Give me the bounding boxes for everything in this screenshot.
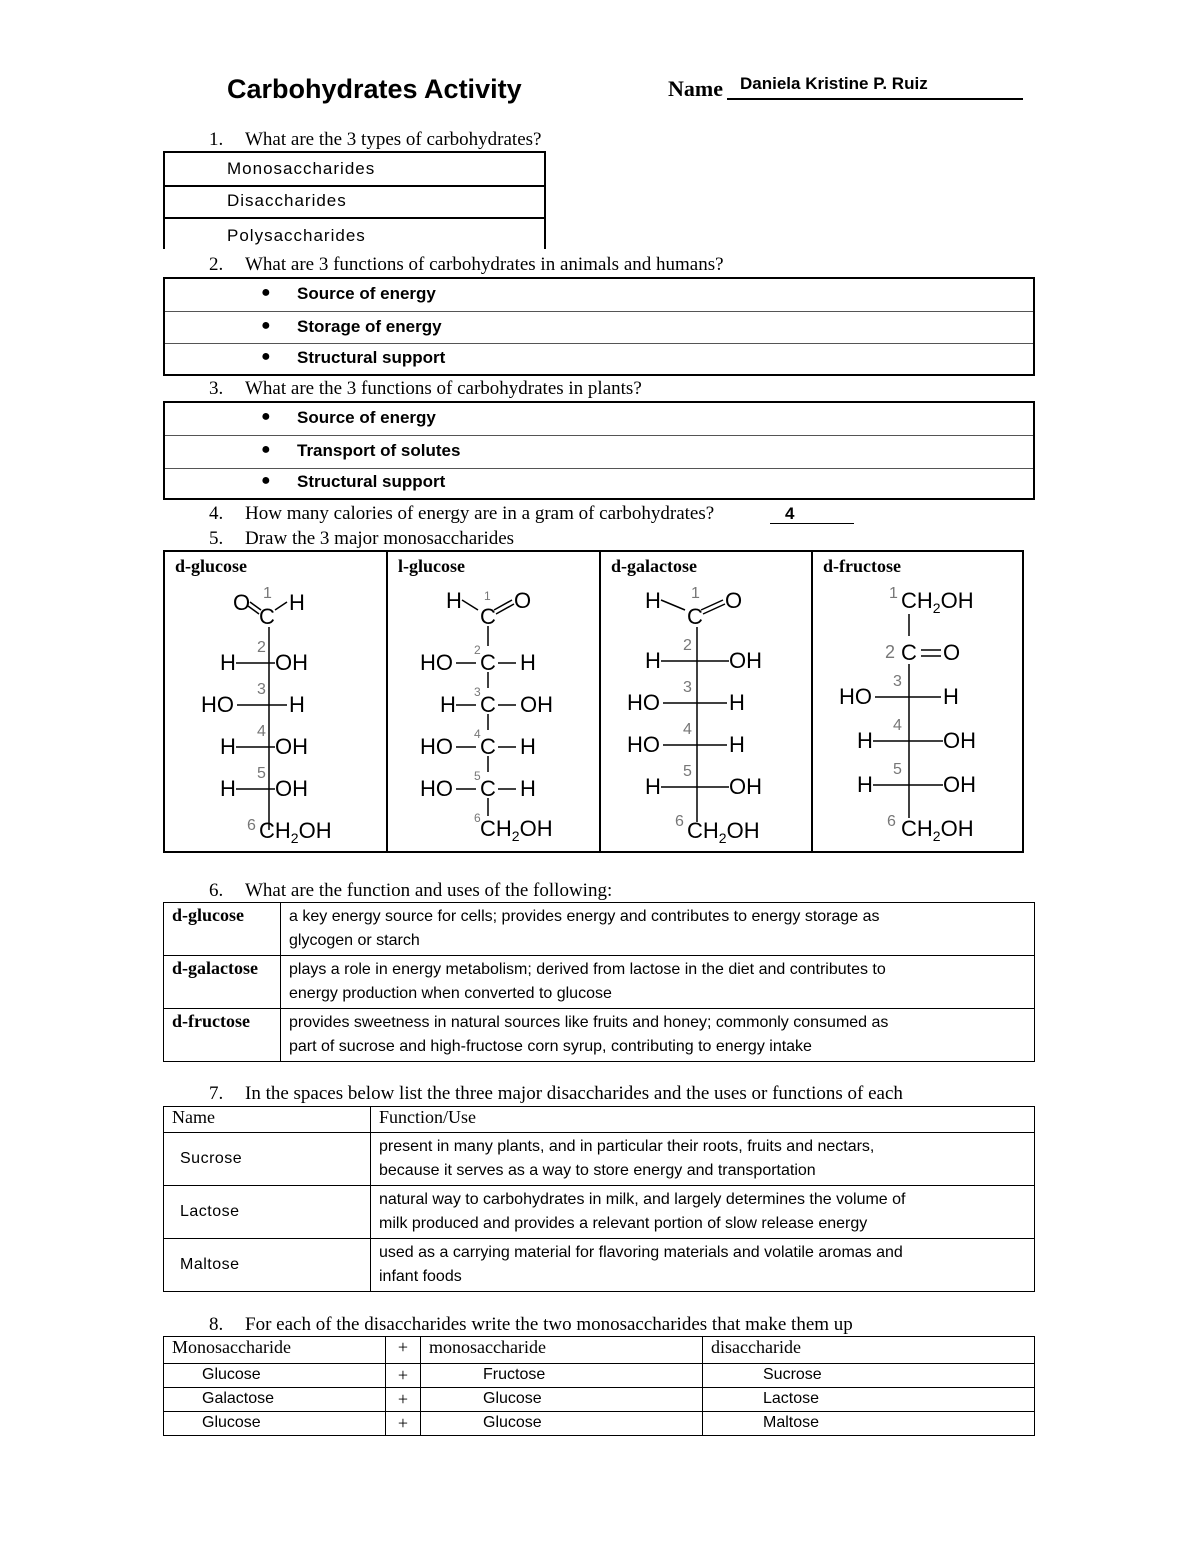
svg-text:OH: OH	[520, 692, 553, 717]
column-header: monosaccharide	[421, 1337, 703, 1364]
cell-line: a key energy source for cells; provides energy and contributes to energy storage as	[289, 908, 880, 925]
question-text: In the spaces below list the three major disaccharides and the uses or functions of each	[245, 1083, 903, 1104]
structure-cell-d-galactose	[601, 552, 813, 851]
svg-text:C: C	[480, 734, 496, 759]
table-row	[164, 1364, 1035, 1388]
table-cell[interactable]: Glucose	[164, 1412, 386, 1436]
svg-text:H: H	[520, 776, 536, 801]
table-cell[interactable]: Sucrose	[164, 1133, 371, 1186]
cell-line: used as a carrying material for flavoring materials and volatile aromas and	[379, 1244, 903, 1261]
svg-text:CH2OH: $CH_2OH$	[480, 816, 553, 844]
table-cell: +	[386, 1412, 421, 1436]
svg-text:6: 6	[887, 813, 896, 830]
d-glucose-structure	[165, 582, 388, 852]
bullet-icon: ●	[261, 284, 271, 301]
bullet-icon: ●	[261, 408, 271, 425]
answer-text: Structural support	[297, 348, 446, 367]
answer-q4[interactable]: 4	[785, 504, 795, 523]
table-row	[164, 1239, 1035, 1292]
svg-text:1: 1	[484, 589, 491, 603]
answer-box-q3	[163, 401, 1035, 500]
svg-text:HO: HO	[627, 690, 660, 715]
question-number: 3.	[209, 378, 224, 399]
svg-text:4: 4	[683, 721, 692, 738]
svg-text:H: H	[520, 650, 536, 675]
table-cell[interactable]	[281, 903, 1035, 956]
svg-text:O: O	[725, 588, 743, 613]
svg-text:H: H	[645, 648, 661, 673]
answer-row[interactable]	[165, 436, 1033, 469]
name-line	[727, 98, 1023, 100]
table-row	[164, 903, 1035, 956]
answer-text: Source of energy	[297, 284, 436, 303]
column-header: +	[386, 1337, 421, 1364]
cell-line: part of sucrose and high-fructose corn syrup, contributing to energy intake	[289, 1038, 812, 1055]
svg-text:OH: OH	[729, 648, 762, 673]
structure-label: d-galactose	[611, 556, 697, 576]
question-7	[209, 1083, 903, 1105]
table-row	[164, 1388, 1035, 1412]
svg-text:2: 2	[683, 637, 692, 654]
svg-text:5: 5	[474, 769, 481, 783]
question-5	[209, 528, 514, 550]
question-8	[209, 1314, 853, 1336]
structure-label: d-glucose	[175, 556, 247, 576]
svg-text:C: C	[259, 604, 275, 629]
cell-line: natural way to carbohydrates in milk, and largely determines the volume of	[379, 1191, 906, 1208]
question-number: 4.	[209, 503, 224, 524]
svg-text:5: 5	[893, 761, 902, 778]
question-4	[209, 503, 714, 525]
svg-text:H: H	[220, 734, 236, 759]
table-row	[164, 1009, 1035, 1062]
svg-text:HO: HO	[420, 650, 453, 675]
svg-text:C: C	[480, 776, 496, 801]
table-header-row	[164, 1107, 1035, 1133]
svg-text:OH: OH	[943, 728, 976, 753]
question-number: 5.	[209, 528, 224, 549]
bullet-icon: ●	[261, 348, 271, 365]
structure-cell-d-fructose	[813, 552, 1022, 851]
question-2	[209, 254, 724, 276]
svg-text:H: H	[729, 690, 745, 715]
l-glucose-structure	[388, 582, 601, 852]
question-text: What are the 3 functions of carbohydrates in plants?	[245, 378, 642, 399]
svg-text:O: O	[943, 640, 961, 665]
table-cell[interactable]	[371, 1239, 1035, 1292]
svg-text:1: 1	[263, 585, 272, 602]
svg-text:CH2OH: $CH_2OH$	[259, 818, 332, 846]
svg-text:H: H	[220, 650, 236, 675]
svg-text:1: 1	[691, 585, 700, 602]
svg-text:OH: OH	[729, 774, 762, 799]
svg-text:H: H	[645, 588, 661, 613]
structure-label: d-fructose	[823, 556, 901, 576]
table-cell[interactable]	[371, 1133, 1035, 1186]
svg-text:HO: HO	[839, 684, 872, 709]
answer-row[interactable]	[165, 279, 1033, 312]
svg-text:H: H	[520, 734, 536, 759]
answer-text: Polysaccharides	[227, 226, 366, 245]
answer-row[interactable]	[165, 469, 1033, 498]
svg-text:H: H	[857, 772, 873, 797]
table-cell[interactable]: Glucose	[164, 1364, 386, 1388]
svg-text:1: 1	[889, 585, 898, 602]
question-text: For each of the disaccharides write the two monosaccharides that make them up	[245, 1314, 853, 1335]
answer-row[interactable]	[165, 344, 1033, 374]
question-text: How many calories of energy are in a gram of carbohydrates?	[245, 503, 715, 524]
table-cell[interactable]	[281, 1009, 1035, 1062]
question-text: What are 3 functions of carbohydrates in animals and humans?	[245, 254, 724, 275]
table-row	[164, 1133, 1035, 1186]
question-6	[209, 880, 612, 902]
answer-row[interactable]	[165, 219, 544, 251]
question-number: 1.	[209, 129, 224, 150]
cell-line: glycogen or starch	[289, 932, 420, 949]
table-cell[interactable]: Glucose	[421, 1412, 703, 1436]
table-cell: d-glucose	[164, 903, 281, 956]
table-cell[interactable]: Maltose	[164, 1239, 371, 1292]
table-cell[interactable]: Lactose	[164, 1186, 371, 1239]
svg-text:H: H	[289, 692, 305, 717]
question-3	[209, 378, 642, 400]
table-cell[interactable]: Fructose	[421, 1364, 703, 1388]
cell-line: because it serves as a way to store energy and transportation	[379, 1162, 816, 1179]
svg-text:6: 6	[247, 817, 256, 834]
table-cell[interactable]: Maltose	[703, 1412, 1035, 1436]
question-number: 7.	[209, 1083, 224, 1104]
svg-text:OH: OH	[943, 772, 976, 797]
question-text: What are the 3 types of carbohydrates?	[245, 129, 542, 150]
svg-text:O: O	[233, 590, 251, 615]
page-title: Carbohydrates Activity	[227, 74, 522, 104]
svg-text:HO: HO	[627, 732, 660, 757]
table-cell[interactable]: Galactose	[164, 1388, 386, 1412]
table-row	[164, 956, 1035, 1009]
svg-text:3: 3	[257, 681, 266, 698]
name-value[interactable]: Daniela Kristine P. Ruiz	[740, 74, 928, 93]
svg-text:OH: OH	[275, 776, 308, 801]
column-header: disaccharide	[703, 1337, 1035, 1364]
answer-row[interactable]	[165, 403, 1033, 436]
question-number: 8.	[209, 1314, 224, 1335]
svg-text:C: C	[901, 640, 917, 665]
cell-line: energy production when converted to glucose	[289, 985, 612, 1002]
disaccharide-table	[163, 1106, 1035, 1292]
svg-text:H: H	[729, 732, 745, 757]
answer-text: Storage of energy	[297, 317, 442, 336]
svg-text:H: H	[645, 774, 661, 799]
table-cell[interactable]	[371, 1186, 1035, 1239]
cell-line: infant foods	[379, 1268, 462, 1285]
svg-text:6: 6	[675, 813, 684, 830]
structure-cell-d-glucose	[165, 552, 388, 851]
svg-text:H: H	[440, 692, 456, 717]
svg-text:2: 2	[885, 642, 896, 662]
svg-text:4: 4	[474, 727, 481, 741]
answer-box-q1	[163, 151, 546, 249]
svg-text:CH2OH: $CH_2OH$	[901, 588, 974, 616]
answer-text: Transport of solutes	[297, 441, 461, 460]
bullet-icon: ●	[261, 441, 271, 458]
question-number: 6.	[209, 880, 224, 901]
svg-text:HO: HO	[201, 692, 234, 717]
composition-table	[163, 1336, 1035, 1436]
question-number: 2.	[209, 254, 224, 275]
svg-text:H: H	[857, 728, 873, 753]
answer-text: Disaccharides	[227, 191, 347, 210]
svg-text:H: H	[220, 776, 236, 801]
svg-text:HO: HO	[420, 776, 453, 801]
question-text: Draw the 3 major monosaccharides	[245, 528, 515, 549]
svg-text:OH: OH	[275, 734, 308, 759]
svg-text:5: 5	[257, 765, 266, 782]
svg-text:C: C	[687, 604, 703, 629]
svg-text:C: C	[480, 650, 496, 675]
answer-box-q2	[163, 277, 1035, 376]
bullet-icon: ●	[261, 472, 271, 489]
svg-text:C: C	[480, 604, 496, 629]
svg-text:4: 4	[257, 723, 266, 740]
answer-row[interactable]	[165, 153, 544, 187]
column-header: Monosaccharide	[164, 1337, 386, 1364]
column-header: Name	[164, 1107, 371, 1133]
answer-text: Monosaccharides	[227, 159, 376, 178]
answer-row[interactable]	[165, 187, 544, 219]
svg-text:HO: HO	[420, 734, 453, 759]
column-header: Function/Use	[371, 1107, 1035, 1133]
svg-text:CH2OH: $CH_2OH$	[687, 818, 760, 846]
table-cell[interactable]	[281, 956, 1035, 1009]
svg-text:3: 3	[474, 685, 481, 699]
svg-text:5: 5	[683, 763, 692, 780]
table-header-row	[164, 1337, 1035, 1364]
svg-text:CH2OH: $CH_2OH$	[901, 816, 974, 844]
table-row	[164, 1412, 1035, 1436]
table-row	[164, 1186, 1035, 1239]
answer-row[interactable]	[165, 312, 1033, 344]
name-label: Name	[668, 76, 723, 101]
structure-label: l-glucose	[398, 556, 465, 576]
cell-line: provides sweetness in natural sources like fruits and honey; commonly consumed as	[289, 1014, 889, 1031]
svg-text:H: H	[943, 684, 959, 709]
svg-text:2: 2	[474, 643, 481, 657]
svg-text:C: C	[480, 692, 496, 717]
table-cell: +	[386, 1364, 421, 1388]
svg-text:6: 6	[474, 811, 481, 825]
svg-text:3: 3	[893, 673, 902, 690]
table-cell: +	[386, 1388, 421, 1412]
answer-text: Structural support	[297, 472, 446, 491]
d-fructose-structure	[813, 582, 1022, 852]
question-text: What are the function and uses of the following:	[245, 880, 613, 901]
table-cell: d-galactose	[164, 956, 281, 1009]
structure-cell-l-glucose	[388, 552, 601, 851]
answer-line-q4	[770, 523, 854, 524]
cell-line: plays a role in energy metabolism; derived from lactose in the diet and contributes to	[289, 961, 886, 978]
d-galactose-structure	[601, 582, 813, 852]
svg-text:OH: OH	[275, 650, 308, 675]
svg-text:2: 2	[257, 639, 266, 656]
svg-text:4: 4	[893, 717, 902, 734]
function-table	[163, 902, 1035, 1062]
svg-text:H: H	[289, 590, 305, 615]
table-cell[interactable]: Sucrose	[703, 1364, 1035, 1388]
answer-text: Source of energy	[297, 408, 436, 427]
cell-line: milk produced and provides a relevant portion of slow release energy	[379, 1215, 868, 1232]
table-cell[interactable]: Lactose	[703, 1388, 1035, 1412]
svg-text:O: O	[514, 588, 532, 613]
svg-text:3: 3	[683, 679, 692, 696]
cell-line: present in many plants, and in particular their roots, fruits and nectars,	[379, 1138, 875, 1155]
bullet-icon: ●	[261, 317, 271, 334]
structures-box	[163, 550, 1024, 853]
svg-text:H: H	[446, 588, 462, 613]
table-cell[interactable]: Glucose	[421, 1388, 703, 1412]
table-cell: d-fructose	[164, 1009, 281, 1062]
question-1	[209, 129, 541, 151]
